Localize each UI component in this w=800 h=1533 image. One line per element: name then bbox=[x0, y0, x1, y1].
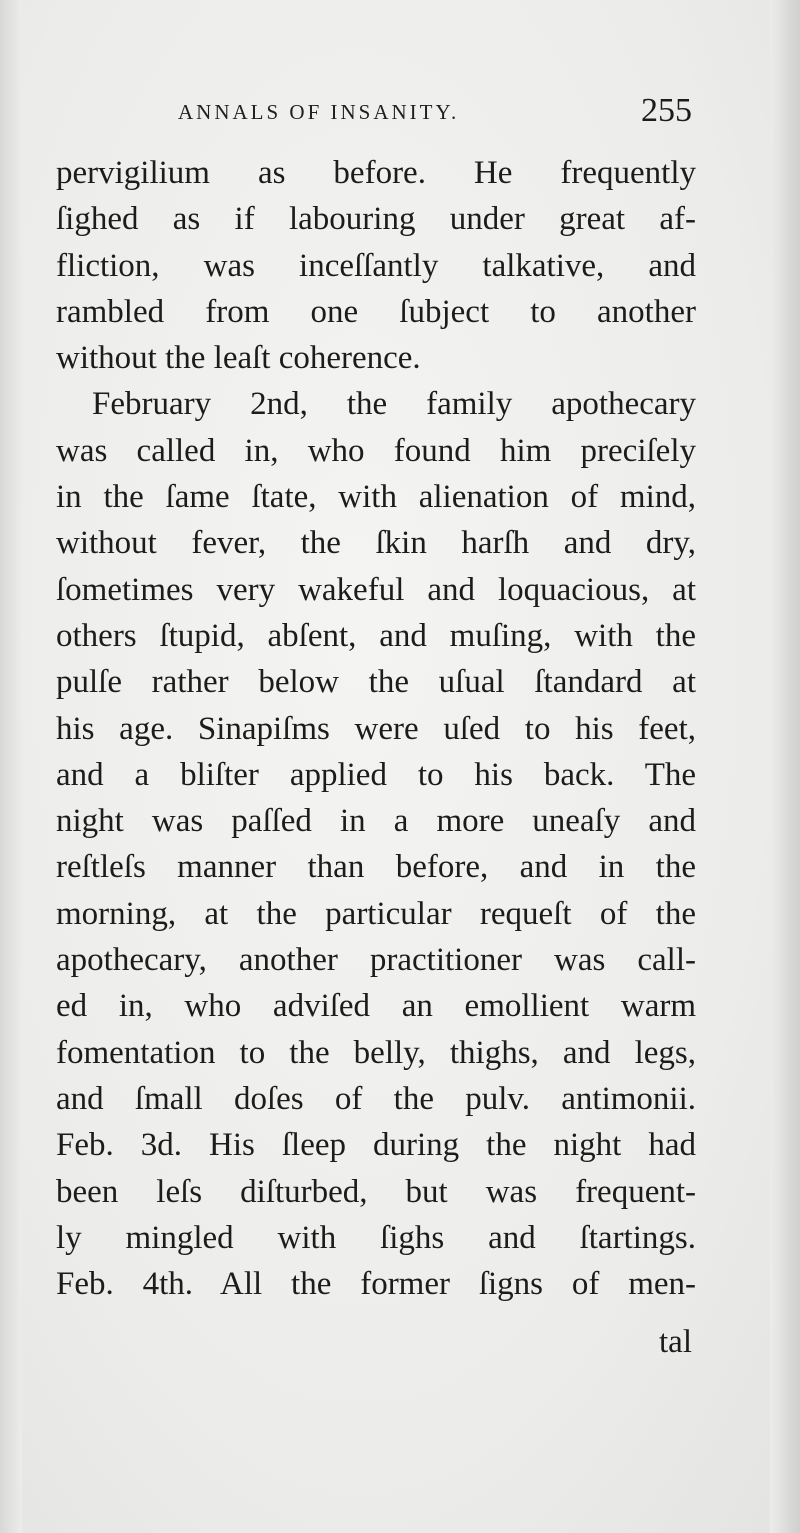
text-line: and ſmall doſes of the pulv. antimonii. bbox=[56, 1080, 696, 1117]
text-line: fomentation to the belly, thighs, and legs, bbox=[56, 1034, 696, 1071]
page-right-edge bbox=[770, 0, 800, 1533]
text-line: his age. Sinapiſms were uſed to his feet, bbox=[56, 710, 696, 747]
text-line: and a bliſter applied to his back. The bbox=[56, 756, 696, 793]
text-line: February 2nd, the family apothecary bbox=[92, 386, 696, 423]
text-line: fliction, was inceſſantly talkative, and bbox=[56, 247, 696, 284]
text-line: been leſs diſturbed, but was frequent- bbox=[56, 1173, 696, 1210]
text-line: morning, at the particular requeſt of the bbox=[56, 895, 696, 932]
text-line: ſighed as if labouring under great af- bbox=[56, 201, 696, 238]
body-text bbox=[56, 150, 696, 1307]
text-line: Feb. 4th. All the former ſigns of men- bbox=[56, 1266, 696, 1303]
catchword: tal bbox=[659, 1324, 692, 1360]
text-line: ly mingled with ſighs and ſtartings. bbox=[56, 1219, 696, 1256]
text-line: night was paſſed in a more uneaſy and bbox=[56, 803, 696, 840]
text-line: others ſtupid, abſent, and muſing, with the bbox=[56, 617, 696, 654]
text-line: without fever, the ſkin harſh and dry, bbox=[56, 525, 696, 562]
page-header bbox=[178, 92, 698, 132]
text-line: pervigilium as before. He frequently bbox=[56, 155, 696, 191]
page-left-edge bbox=[0, 0, 22, 1533]
text-line: pulſe rather below the uſual ſtandard at bbox=[56, 664, 696, 701]
text-line: was called in, who found him preciſely bbox=[56, 432, 696, 469]
text-line: reſtleſs manner than before, and in the bbox=[56, 849, 696, 886]
text-line: without the leaſt coherence. bbox=[56, 340, 421, 377]
text-line: apothecary, another practitioner was call- bbox=[56, 942, 696, 979]
text-line: ed in, who adviſed an emollient warm bbox=[56, 988, 696, 1025]
text-line: rambled from one ſubject to another bbox=[56, 293, 696, 330]
page-number: 255 bbox=[641, 92, 692, 129]
text-line: in the ſame ſtate, with alienation of mind, bbox=[56, 479, 696, 516]
text-line: ſometimes very wakeful and loquacious, at bbox=[56, 571, 696, 608]
text-line: Feb. 3d. His ſleep during the night had bbox=[56, 1127, 696, 1164]
running-title: ANNALS OF INSANITY. bbox=[178, 100, 460, 124]
